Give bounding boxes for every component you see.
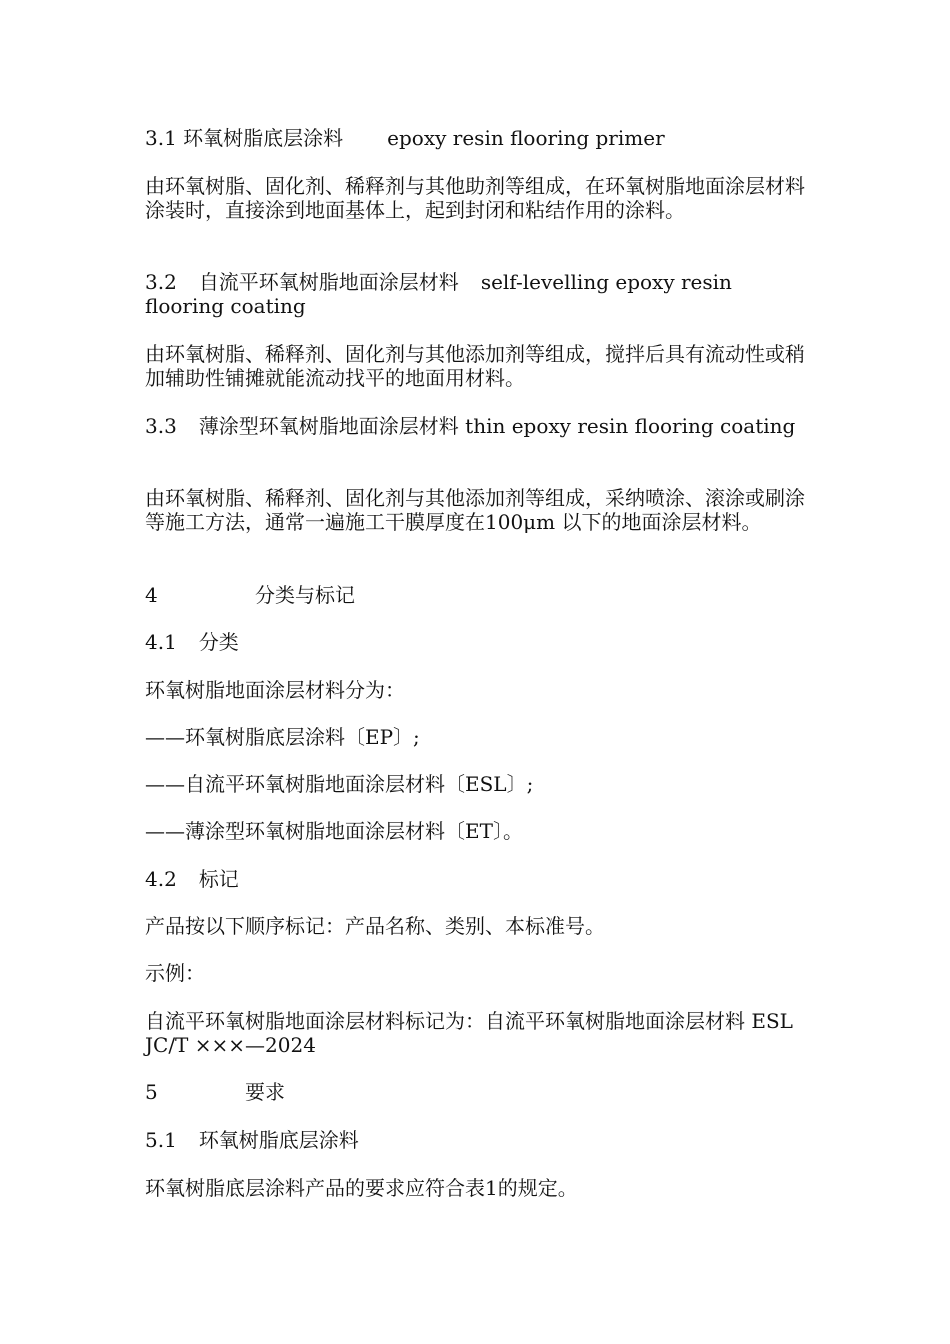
section-4-2-heading — [145, 867, 810, 891]
term-chinese: 自流平环氧树脂地面涂层材料 — [198, 270, 459, 294]
section-title: 分类 — [198, 630, 239, 654]
section-3-2-definition: 由环氧树脂、稀释剂、固化剂与其他添加剂等组成，搅拌后具有流动性或稍加辅助性铺摊就能流动找平的地面用材料。 — [145, 342, 805, 390]
section-5-1-heading — [145, 1128, 810, 1152]
list-item: ——自流平环氧树脂地面涂层材料〔ESL〕; — [145, 772, 534, 796]
term-english: epoxy resin flooring primer — [387, 126, 665, 150]
section-title: 分类与标记 — [255, 583, 355, 607]
section-number: 3.3 — [145, 414, 177, 438]
list-item: ——薄涂型环氧树脂地面涂层材料〔ET〕。 — [145, 819, 523, 843]
example-text: 自流平环氧树脂地面涂层材料标记为：自流平环氧树脂地面涂层材料 ESL JC/T ×××—2024 — [145, 1009, 793, 1057]
section-title: 标记 — [198, 867, 239, 891]
requirements-text: 环氧树脂底层涂料产品的要求应符合表1的规定。 — [145, 1176, 578, 1200]
list-item: ——环氧树脂底层涂料〔EP〕; — [145, 725, 420, 749]
term-chinese: 环氧树脂底层涂料 — [183, 126, 344, 150]
section-title: 环氧树脂底层涂料 — [198, 1128, 359, 1152]
section-5-heading — [145, 1080, 810, 1104]
example-label: 示例： — [145, 961, 205, 985]
section-number: 5.1 — [145, 1128, 177, 1152]
marking-text: 产品按以下顺序标记：产品名称、类别、本标准号。 — [145, 914, 605, 938]
section-number: 4 — [145, 583, 158, 607]
section-3-3-heading — [145, 414, 810, 438]
section-3-2-heading — [145, 270, 810, 318]
section-3-1-definition: 由环氧树脂、固化剂、稀释剂与其他助剂等组成，在环氧树脂地面涂层材料涂装时，直接涂到地面基体上，起到封闭和粘结作用的涂料。 — [145, 174, 805, 222]
section-3-1-heading — [145, 126, 810, 150]
term-chinese: 薄涂型环氧树脂地面涂层材料 — [198, 414, 459, 438]
classification-intro: 环氧树脂地面涂层材料分为： — [145, 678, 405, 702]
section-number: 3.1 — [145, 126, 177, 150]
section-3-3-definition: 由环氧树脂、稀释剂、固化剂与其他添加剂等组成，采纳喷涂、滚涂或刷涂等施工方法，通常一遍施工干膜厚度在100μm 以下的地面涂层材料。 — [145, 486, 805, 534]
term-english: self-levelling epoxy resin flooring coating — [145, 270, 732, 318]
section-number: 5 — [145, 1080, 158, 1104]
section-4-heading — [145, 583, 810, 607]
section-title: 要求 — [245, 1080, 285, 1104]
term-english: thin epoxy resin flooring coating — [465, 414, 796, 438]
section-4-1-heading — [145, 630, 810, 654]
section-number: 3.2 — [145, 270, 177, 294]
section-number: 4.1 — [145, 630, 177, 654]
section-number: 4.2 — [145, 867, 177, 891]
